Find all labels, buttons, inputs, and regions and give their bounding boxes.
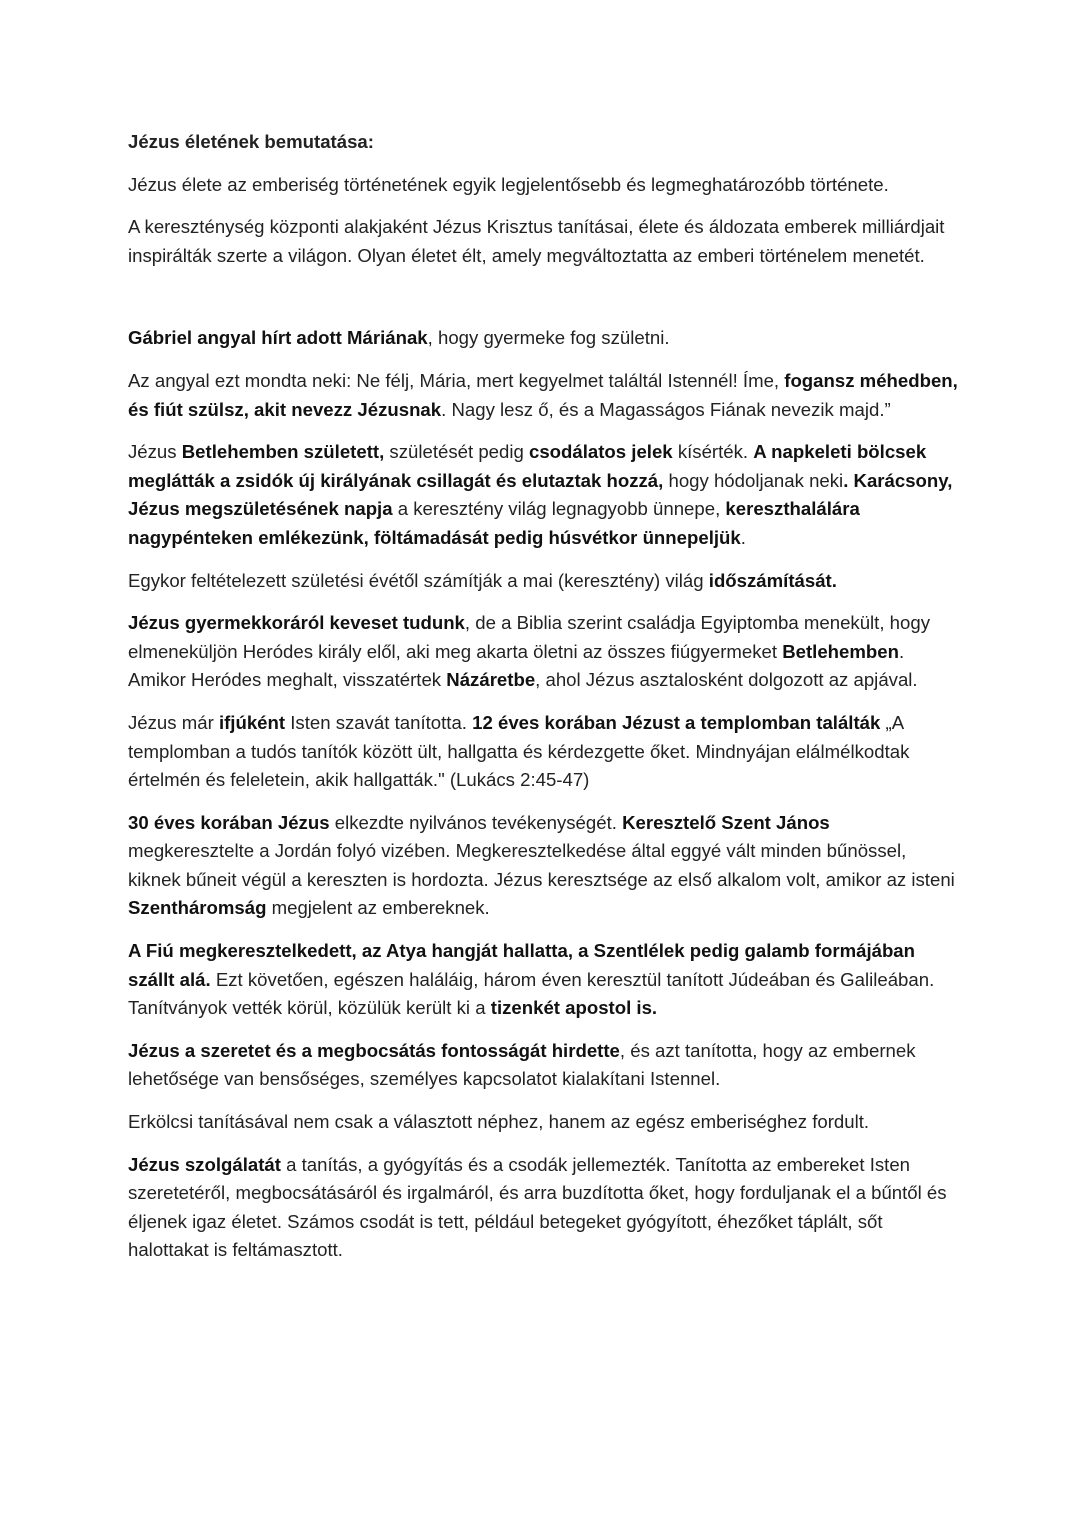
bold-text: Jézus megszületésének napja <box>128 498 393 520</box>
bold-text: A Fiú megkeresztelkedett, az Atya hangját hallatta, a Szentlélek pedig galamb formájában szállt alá. <box>128 940 916 990</box>
bold-text: csodálatos jelek <box>528 441 673 463</box>
bold-text: Jézus gyermekkoráról keveset tudunk <box>128 612 465 634</box>
paragraph-7 <box>128 609 958 695</box>
text-run: Jézus már <box>128 711 219 733</box>
bold-text: időszámítását. <box>708 569 837 591</box>
bold-text: 30 éves korában Jézus <box>128 811 330 833</box>
text-run: elkezdte nyilvános tevékenységét. <box>329 811 623 833</box>
bold-text: Jézus a szeretet és a megbocsátás fontosságát hirdette <box>128 1039 620 1061</box>
text-run: A kereszténység központi alakjaként Jézus Krisztus tanításai, élete és áldozata emberek milliárdjait inspirálták szerte a világon. Olyan életet élt, amely megváltoztatta az emberi történelem menetét. <box>128 216 945 266</box>
text-run: születését pedig <box>384 441 529 463</box>
bold-text: Keresztelő Szent János <box>622 811 830 833</box>
text-run: Az angyal ezt mondta neki: Ne félj, Mária, mert kegyelmet találtál Istennél! Íme, <box>128 369 785 391</box>
text-run: Jézus élete az emberiség történetének egyik legjelentősebb és legmeghatározóbb története. <box>128 173 889 195</box>
document-title: Jézus életének bemutatása: <box>128 131 374 152</box>
paragraph-8 <box>128 709 958 795</box>
bold-text: Jézus szolgálatát <box>128 1153 281 1175</box>
text-run: „A templomban a tudós tanítók között ült, hallgatta és kérdezgette őket. Mindnyájan elálmélkodtak értelmén és feleletein, akik hallgatták." (Lukács 2:45-47) <box>128 711 910 791</box>
paragraph-9 <box>128 809 958 923</box>
text-run: . Amikor Heródes meghalt, visszatértek <box>128 640 905 691</box>
text-run: kísérték. <box>672 441 754 463</box>
bold-text: Szentháromság <box>128 897 267 919</box>
bold-text: ifjúként <box>218 711 286 733</box>
paragraph-3 <box>128 324 958 353</box>
bold-text: . Karácsony, <box>843 469 953 491</box>
text-run: a tanítás, a gyógyítás és a csodák jellemezték. Tanította az embereket Isten szeretetéről, megbocsátásáról és irgalmáról, és arra buzdította őket, hogy forduljanak el a bűntől és éljenek igaz életet. Számos csodát is tett, például betegeket gyógyított, éhezőket táplált, sőt halottakat is feltámasztott. <box>128 1153 947 1261</box>
paragraph-6 <box>128 567 958 596</box>
bold-text: tizenkét apostol is. <box>490 997 658 1019</box>
text-run: a keresztény világ legnagyobb ünnepe, <box>392 498 726 520</box>
paragraph-12 <box>128 1108 958 1137</box>
paragraph-11 <box>128 1037 958 1094</box>
bold-text: A napkeleti bölcsek meglátták a zsidók új királyának csillagát és elutaztak hozzá, <box>128 441 927 491</box>
text-run: , de a Biblia szerint családja Egyiptomba menekült, hogy elmeneküljön Heródes király elől, aki meg akarta öletni az összes fiúgyermeket <box>128 612 931 662</box>
paragraph-2 <box>128 213 958 270</box>
text-run: Ezt követően, egészen haláláig, három éven keresztül tanított Júdeában és Galileában. Tanítványok vették körül, közülük került ki a <box>128 968 935 1019</box>
paragraph-1 <box>128 171 958 200</box>
bold-text: 12 éves korában Jézust a templomban találták <box>472 711 881 733</box>
paragraph-13 <box>128 1151 958 1265</box>
bold-text: kereszthalálára nagypénteken emlékezünk, föltámadását pedig húsvétkor ünnepeljük <box>128 498 860 548</box>
text-run: megjelent az embereknek. <box>266 897 490 919</box>
text-run: Egykor feltételezett születési évétől számítják a mai (keresztény) világ <box>128 569 709 591</box>
text-run: , és azt tanította, hogy az embernek lehetősége van bensőséges, személyes kapcsolatot kialakítani Istennel. <box>128 1039 916 1090</box>
text-run: , hogy gyermeke fog születni. <box>427 327 670 349</box>
bold-text: Názáretbe <box>446 669 536 691</box>
text-run: Isten szavát tanította. <box>285 711 473 733</box>
text-run: , ahol Jézus asztalosként dolgozott az apjával. <box>535 669 918 691</box>
paragraph-4 <box>128 367 958 424</box>
text-run: Erkölcsi tanításával nem csak a választott néphez, hanem az egész emberiséghez fordult. <box>128 1111 870 1133</box>
text-run: megkeresztelte a Jordán folyó vizében. Megkeresztelkedése által eggyé vált minden bűnössel, kiknek bűneit végül a kereszten is hordozta. Jézus keresztsége az első alkalom volt, amikor az isteni <box>128 840 955 890</box>
text-run: . <box>740 526 746 548</box>
section-gap <box>128 284 958 324</box>
text-run: Jézus <box>128 441 182 463</box>
document-page <box>128 128 958 1279</box>
bold-text: fogansz méhedben, és fiút szülsz, akit nevezz Jézusnak <box>128 369 958 420</box>
bold-text: Gábriel angyal hírt adott Máriának <box>128 327 428 349</box>
paragraph-10 <box>128 937 958 1023</box>
bold-text: Betlehemben született, <box>181 441 385 463</box>
paragraph-5 <box>128 438 958 552</box>
text-run: . Nagy lesz ő, és a Magasságos Fiának nevezik majd.” <box>441 398 891 420</box>
text-run: hogy hódoljanak neki <box>663 469 844 491</box>
bold-text: Betlehemben <box>782 640 899 662</box>
